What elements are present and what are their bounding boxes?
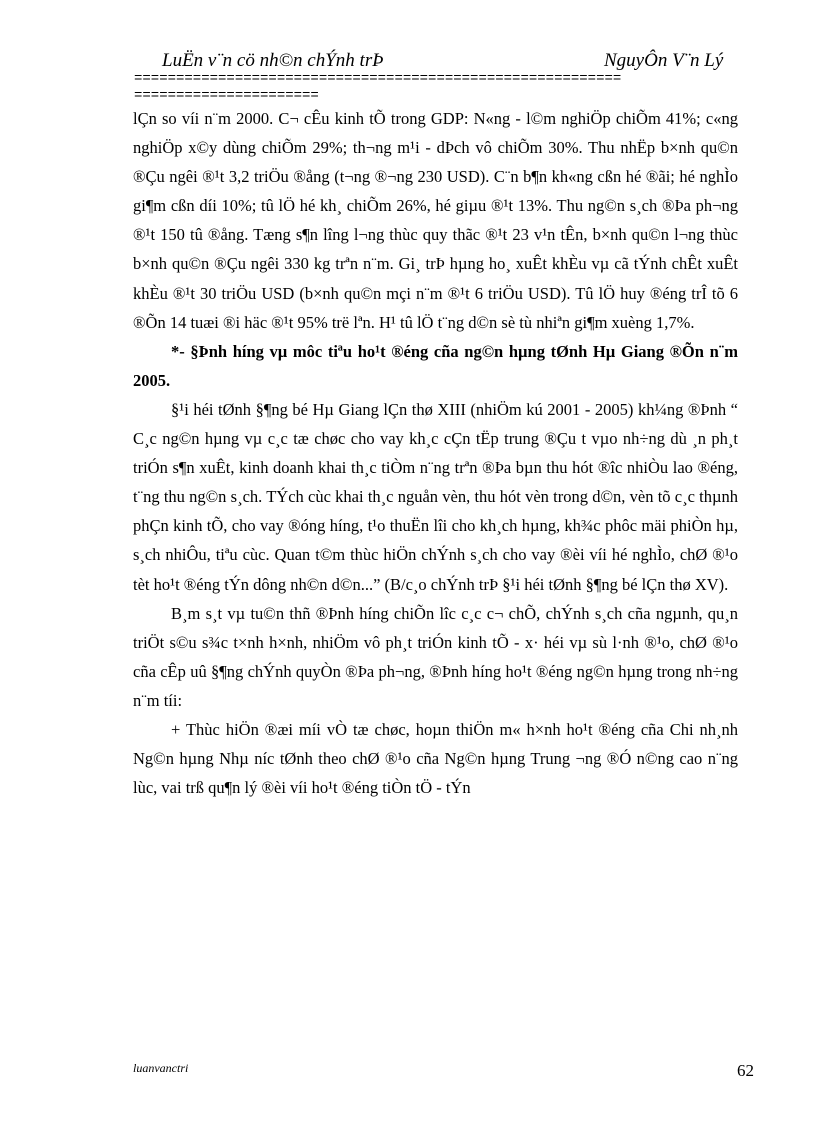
paragraph-statistics: lÇn so víi n¨m 2000. C¬ cÊu kinh tÕ trong GDP: N«ng - l©m nghiÖp chiÕm 41%; c«ng nghiÖp x©y dùng chiÕm 29%; th¬ng m¹i - dÞch vô chiÕm 30%. Thu nhËp b×nh qu©n ®Çu ngêi ®¹t 3,2 triÖu ®ång (t¬ng ®¬ng 230 USD). C¨n b¶n kh«ng cßn hé ®ãi; hé nghÌo gi¶m cßn díi 10%; tû lÖ hé kh¸ chiÕm 26%, hé giµu ®¹t 13%. Thu ng©n s¸ch ®Þa ph¬ng ®¹t 150 tû ®ång. Tæng s¶n lîng l¬ng thùc quy thãc ®¹t 23 v¹n tÊn, b×nh qu©n l¬ng thùc b×nh qu©n ®Çu ngêi 330 kg trªn n¨m. Gi¸ trÞ hµng ho¸ xuÊt khÈu vµ cã tÝnh chÊt xuÊt khÈu ®¹t 30 triÖu USD (b×nh qu©n mçi n¨m ®¹t 6 triÖu USD). Tû lÖ huy ®éng trÎ tõ 6 ®Õn 14 tuæi ®i häc ®¹t 95% trë lªn. H¹ tû lÖ t¨ng d©n sè tù nhiªn gi¶m xuèng 1,7%. (133, 109, 738, 332)
page-number: 62 (737, 1061, 754, 1080)
paragraph-bullet-reform: + Thùc hiÖn ®æi míi vÒ tæ chøc, hoµn thiÖn m« h×nh ho¹t ®éng cña Chi nh¸nh Ng©n hµng Nhµ níc tØnh theo chØ ®¹o cña Ng©n hµng Trung ¬ng ®Ó n©ng cao n¨ng lùc, vai trß qu¶n lý ®èi víi ho¹t ®éng tiÒn tÖ - tÝn (133, 719, 738, 798)
paragraph-orientation: B¸m s¸t vµ tu©n thñ ®Þnh híng chiÕn lîc c¸c c¬ chÕ, chÝnh s¸ch cña ngµnh, qu¸n triÖt s©u s¾c t×nh h×nh, nhiÖm vô ph¸t triÓn kinh tÕ - x· héi vµ sù l·nh ®¹o, chØ ®¹o cña cÊp uû §¶ng chÝnh quyÒn ®Þa ph¬ng, ®Þnh híng ho¹t ®éng ng©n hµng trong nh÷ng n¨m tíi: (133, 603, 738, 710)
section-heading: *- §Þnh híng vµ môc tiªu ho¹t ®éng cña ng©n hµng tØnh Hµ Giang ®Õn n¨m 2005. (133, 341, 738, 390)
header-rule-line-1: ========================================================== (134, 71, 622, 87)
document-body (133, 104, 738, 802)
header-author: NguyÔn V¨n Lý (604, 50, 724, 71)
footer-source: luanvanctri (133, 1061, 189, 1075)
header-rule-line-2: ====================== (134, 88, 319, 104)
header-title: LuËn v¨n cö nh©n chÝnh trÞ (162, 50, 384, 71)
paragraph-party-congress: §¹i héi tØnh §¶ng bé Hµ Giang lÇn thø XIII (nhiÖm kú 2001 - 2005) kh¼ng ®Þnh “ C¸c ng©n hµng vµ c¸c tæ chøc cho vay kh¸c cÇn tËp trung ®Çu t vµo nh÷ng dù ¸n ph¸t triÓn s¶n xuÊt, kinh doanh khai th¸c tiÒm n¨ng trªn ®Þa bµn thu hót ®îc nhiÒu lao ®éng, t¨ng thu ng©n s¸ch. TÝch cùc khai th¸c nguån vèn, thu hót vèn trong d©n, vèn tõ c¸c thµnh phÇn kinh tÕ, cho vay ®óng híng, t¹o thuËn lîi cho kh¸ch hµng, kh¾c phôc mäi phiÒn hµ, s¸ch nhiÔu, tiªu cùc. Quan t©m thùc hiÖn chÝnh s¸ch cho vay ®èi víi hé nghÌo, chØ ®¹o tèt ho¹t ®éng tÝn dông nh©n d©n...” (B/c¸o chÝnh trÞ §¹i héi tØnh §¶ng bé lÇn thø XV). (133, 399, 738, 594)
